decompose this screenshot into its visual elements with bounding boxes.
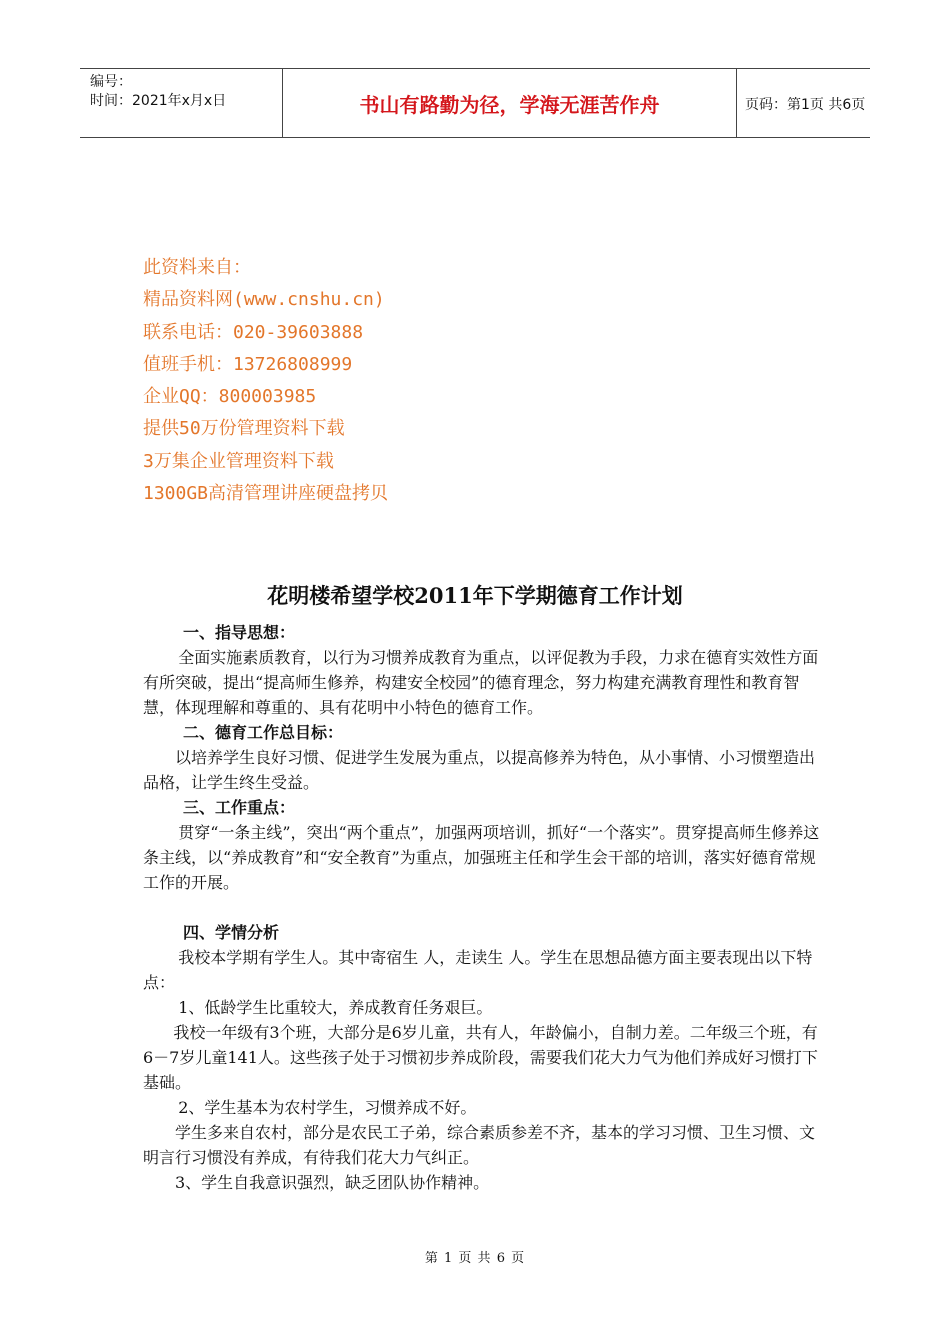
list-item: 3、学生自我意识强烈，缺乏团队协作精神。 [175, 1173, 490, 1192]
header-motto: 书山有路勤为径，学海无涯苦作舟 [282, 69, 737, 137]
page-header [80, 68, 870, 138]
blank-line [143, 895, 823, 920]
date-label: 时间：2021年x月x日 [90, 93, 227, 109]
section-heading: 四、学情分析 [183, 923, 280, 942]
section-heading: 二、德育工作总目标： [183, 723, 344, 742]
source-line: 3万集企业管理资料下载 [143, 450, 334, 472]
header-meta [90, 73, 226, 111]
source-line: 1300GB高清管理讲座硬盘拷贝 [143, 483, 389, 505]
header-page-code: 页码：第1页 共6页 [745, 97, 866, 113]
list-item: 1、低龄学生比重较大，养成教育任务艰巨。 [178, 998, 493, 1017]
section-heading: 三、工作重点： [183, 798, 296, 817]
document-title: 花明楼希望学校2011年下学期德育工作计划 [267, 583, 683, 608]
source-line: 提供50万份管理资料下载 [143, 418, 345, 440]
paragraph: 我校一年级有3个班，大部分是6岁儿童，共有人，年龄偏小，自制力差。二年级三个班，有6－7岁儿童141人。这些孩子处于习惯初步养成阶段，需要我们花大力气为他们养成好习惯打下基础。 [143, 1023, 818, 1092]
paragraph: 学生多来自农村，部分是农民工子弟，综合素质参差不齐，基本的学习习惯、卫生习惯、文明言行习惯没有养成，有待我们花大力气纠正。 [143, 1123, 816, 1167]
paragraph: 以培养学生良好习惯、促进学生发展为重点，以提高修养为特色，从小事情、小习惯塑造出品格，让学生终生受益。 [143, 748, 816, 792]
list-item: 2、学生基本为农村学生，习惯养成不好。 [178, 1098, 477, 1117]
number-label: 编号： [90, 74, 132, 90]
document-body [143, 620, 823, 1195]
section-heading: 一、指导思想： [183, 623, 296, 642]
source-line: 值班手机：13726808999 [143, 353, 353, 375]
paragraph: 我校本学期有学生人。其中寄宿生 人，走读生 人。学生在思想品德方面主要表现出以下特点： [143, 948, 813, 992]
paragraph: 贯穿“一条主线”，突出“两个重点”，加强两项培训，抓好“一个落实”。贯穿提高师生修养这条主线，以“养成教育”和“安全教育”为重点，加强班主任和学生会干部的培训，落实好德育常规工作的开展。 [143, 823, 820, 892]
source-line: 联系电话：020-39603888 [143, 321, 364, 343]
source-line: 此资料来自： [143, 257, 251, 278]
paragraph: 全面实施素质教育，以行为习惯养成教育为重点，以评促教为手段，力求在德育实效性方面有所突破，提出“提高师生修养，构建安全校园”的德育理念，努力构建充满教育理性和教育智慧，体现理解和尊重的、具有花明中小特色的德育工作。 [143, 648, 819, 717]
page-footer: 第 1 页 共 6 页 [424, 1251, 526, 1266]
source-line: 企业QQ：800003985 [143, 386, 317, 408]
source-line: 精品资料网(www.cnshu.cn) [143, 289, 385, 311]
source-info-block [143, 252, 388, 510]
